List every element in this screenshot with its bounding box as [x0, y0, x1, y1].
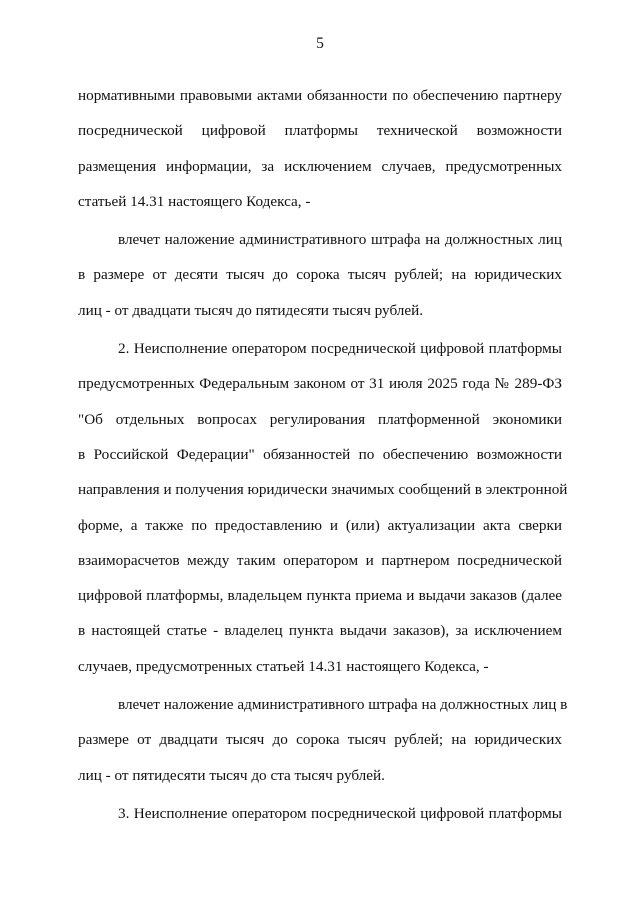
text-line: направления и получения юридически значимых сообщений в электронной	[78, 481, 568, 499]
text-line: посреднической цифровой платформы технической возможности	[78, 122, 562, 140]
text-line: размещения информации, за исключением случаев, предусмотренных	[78, 157, 562, 175]
text-line: в настоящей статье - владелец пункта выдачи заказов), за исключением	[78, 622, 562, 640]
text-line: цифровой платформы, владельцем пункта приема и выдачи заказов (далее	[78, 587, 562, 605]
text-line: статьей 14.31 настоящего Кодекса, -	[78, 192, 311, 210]
text-line: нормативными правовыми актами обязанности по обеспечению партнеру	[78, 87, 562, 104]
text-line: взаиморасчетов между таким оператором и партнером посреднической	[78, 551, 562, 569]
text-line: форме, а также по предоставлению и (или) актуализации акта сверки	[78, 516, 562, 534]
text-line: в Российской Федерации" обязанностей по обеспечению возможности	[78, 445, 562, 463]
text-line: влечет наложение административного штрафа на должностных лиц в	[118, 696, 568, 714]
text-line: "Об отдельных вопросах регулирования платформенной экономики	[78, 410, 562, 428]
text-line: предусмотренных Федеральным законом от 31 июля 2025 года № 289-ФЗ	[78, 375, 562, 393]
text-line: лиц - от пятидесяти тысяч до ста тысяч рублей.	[78, 766, 385, 784]
text-line: случаев, предусмотренных статьей 14.31 настоящего Кодекса, -	[78, 657, 489, 675]
text-line: 3. Неисполнение оператором посреднической цифровой платформы	[118, 804, 562, 822]
text-line: лиц - от двадцати тысяч до пятидесяти тысяч рублей.	[78, 301, 424, 319]
text-line: размере от двадцати тысяч до сорока тысяч рублей; на юридических	[78, 731, 562, 749]
text-line: 2. Неисполнение оператором посреднической цифровой платформы	[118, 340, 562, 358]
page-number: 5	[316, 35, 324, 52]
text-line: влечет наложение административного штрафа на должностных лиц	[118, 231, 562, 249]
document-body	[78, 78, 568, 831]
text-line: в размере от десяти тысяч до сорока тысяч рублей; на юридических	[78, 266, 562, 284]
